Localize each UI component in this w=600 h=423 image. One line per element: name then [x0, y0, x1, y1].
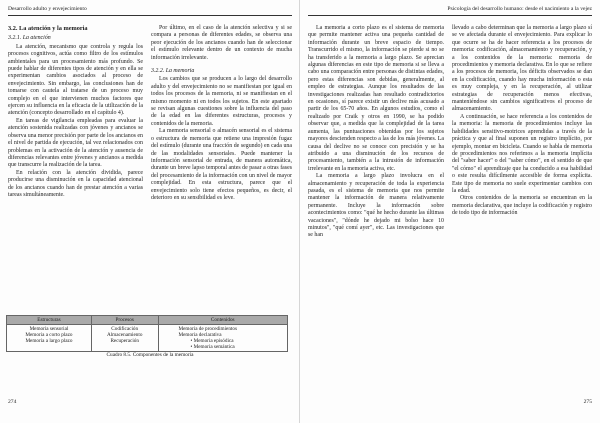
bullet-icon: •	[190, 344, 193, 350]
table-header-cell: Contenidos	[158, 316, 288, 325]
structures-cell	[7, 325, 92, 352]
table-header-cell: Procesos	[91, 316, 158, 325]
table-cell-line: Almacenamiento	[106, 332, 143, 338]
header-rule-right	[308, 15, 592, 16]
memory-components-table	[6, 315, 288, 352]
paragraph: La memoria a largo plazo involucra en el almacenamiento y recuperación de toda la experiencia pasada, es el sistema de memoria que nos permite mantener la información de manera relativamente permanente. Incluye la información sobre acontecimientos como: "qué he hecho durante las últimas vacaciones", "dónde he dejado mi bolso hace 10 minutos", "qué comí ayer", etc. Las investigaciones que se han	[308, 173, 444, 239]
paragraph: La memoria a corto plazo es el sistema de memoria que permite mantener activa una pequeña cantidad de información durante un breve espacio de tiempo. Transcurrido el mismo, la información se pierde si no se ha transferido a la memoria a largo plazo. Se aprecian algunas diferencias en este tipo de memoria si se lleva a cabo una comparación entre personas de distintas edades, pero estas diferencias son debidas, generalmente, al empleo de estrategias. Aunque los resultados de las investigaciones realizadas han resultado contradictorios en ocasiones, sí parece existir un declive más acusado a partir de los 65-70 años. En algunos estudios, como el realizado por Craik y otros en 1990, se ha podido observar que, a medida que la complejidad de la tarea aumenta, las puntuaciones obtenidas por los sujetos mayores descienden respecto a las de los más jóvenes. La causa del declive no se conoce con precisión y se ha atribuido a una disminución de los recursos de procesamiento, también a la intrusión de información irrelevante en la memoria activa, etc.	[308, 25, 444, 172]
table-cell-line: Memoria a corto plazo	[25, 332, 73, 338]
paragraph: Los cambios que se producen a lo largo del desarrollo adulto y del envejecimiento no se manifiestan por igual en todos los procesos de la memoria, ni se manifiestan en el mismo momento ni en todos los sujetos. En este apartado se revisan algunas cuestiones sobre la influencia del paso de la edad en las diferentes estructuras, procesos y contenidos de la memoria.	[151, 76, 292, 127]
paragraph: llevado a cabo determinan que la memoria a largo plazo sí se ve afectada durante el envejecimiento. Para explicar lo que ocurre se ha de hacer referencia a los procesos de memoria: codificación, almacenamiento y recuperación, y a los contenidos de la memoria: memoria de procedimientos y memoria declarativa. En lo que se refiere a los procesos de memoria, los déficits observados se dan en la codificación, cuando hay mucha información o esta es muy compleja, y en la recuperación, al utilizar estrategias de recuperación menos efectivas, manteniéndose sin cambios significativos el proceso de almacenamiento.	[452, 25, 592, 113]
running-header-right: Psicología del desarrollo humano: desde el nacimiento a la vejez	[447, 6, 592, 12]
running-header-left: Desarrollo adulto y envejecimiento	[8, 6, 87, 12]
header-rule-left	[8, 15, 292, 16]
table-header-cell: Estructuras	[7, 316, 92, 325]
table-row	[7, 325, 288, 352]
table-cell-line: Memoria declarativa	[178, 332, 222, 338]
processes-cell	[91, 325, 158, 352]
paragraph: La memoria sensorial o almacén sensorial es el sistema o estructura de memoria que retiene una impresión fugaz del estímulo (durante una fracción de segundo) en cada una de las modalidades sensoriales. Puede mantener la información sensorial de entrada, de manera automática, durante un breve lapso temporal antes de pasar a otras fases del procesamiento de la información con un nivel de mayor complejidad. En esta estructura, parece que el envejecimiento solo tiene efectos pequeños, es decir, el deterioro en su sensibilidad es leve.	[151, 128, 292, 201]
paragraph: En tareas de vigilancia empleadas para evaluar la atención sostenida realizadas con jóvenes y ancianos se observa una menor precisión por parte de los ancianos en el nivel de partida de ejecución, tal vez relacionados con problemas en la activación de la atención y ausencia de diferencias relevantes entre jóvenes y ancianos a medida que transcurre la realización de la tarea.	[8, 117, 143, 169]
paragraph: Por último, en el caso de la atención selectiva y si se compara a personas de diferentes edades, se observa una peor ejecución de los ancianos cuando han de seleccionar el estímulo relevante dentro de un contexto de mucha información irrelevante.	[151, 25, 292, 61]
right-page-column-1	[308, 25, 444, 240]
section-heading: 3.2. La atención y la memoria	[8, 25, 88, 32]
table-cell-line: Memoria sensorial	[29, 326, 69, 332]
paragraph: En relación con la atención dividida, parece producirse una disminución en la capacidad atencional de los ancianos cuando han de prestar atención a varias tareas simultáneamente.	[8, 169, 143, 198]
table-cell-line: Memoria a largo plazo	[25, 338, 73, 344]
bullet-icon: •	[190, 338, 193, 344]
subsection-heading-attention: 3.2.1. La atención	[8, 35, 51, 42]
paragraph: La atención, mecanismo que controla y regula los procesos cognitivos, actúa como filtro de los estímulos ambientales para un procesamiento más profundo. Se puede hablar de diferentes tipos de atención y en ella se experimentan cambios asociados al proceso de envejecimiento. Sin embargo, las conclusiones han de tomarse con cautela al tratarse de un proceso muy complejo en el que intervienen muchos factores que ejercen su influencia en la eficacia de la utilización de la atención (concepto desarrollado en el capítulo 4).	[8, 43, 143, 117]
table-cell-line: Codificación	[111, 326, 139, 332]
table-cell-line: Memoria episódica	[193, 338, 234, 344]
page-number-left: 274	[8, 399, 17, 405]
left-page-column-1	[8, 25, 143, 199]
paragraph: A continuación, se hace referencia a los contenidos de la memoria: la memoria de procedimientos incluye las habilidades sensitivo-motrices aprendidas a través de la práctica y que al final suponen un registro implícito, por ejemplo, montar en bicicleta. Cuando se habla de memoria de procedimientos nos referimos a la memoria implícita del "saber hacer" o del "saber cómo", en el sentido de que "el cómo" el aprendizaje que ha conducido a esa habilidad o este resulta difícilmente accesible de forma explícita. Este tipo de memoria no suele experimentar cambios con la edad.	[452, 113, 592, 194]
paragraph: Otros contenidos de la memoria se encuentran en la memoria declarativa, que incluye la codificación y registro de todo tipo de información	[452, 195, 592, 217]
left-page-column-2	[151, 25, 292, 202]
page-number-right: 275	[583, 399, 592, 405]
subsection-heading-memory: 3.2.2. La memoria	[151, 68, 195, 75]
contents-cell	[158, 325, 288, 352]
table-header-row	[7, 316, 288, 325]
right-page-column-2	[452, 25, 592, 218]
table-bullet-item	[179, 344, 285, 350]
table-caption: Cuadro 8.5. Componentes de la memoria	[106, 352, 194, 358]
table-cell-line: Memoria de procedimientos	[178, 326, 237, 332]
right-page	[300, 0, 600, 423]
table-cell-line: Recuperación	[110, 338, 139, 344]
table-cell-line: Memoria semántica	[193, 344, 235, 350]
